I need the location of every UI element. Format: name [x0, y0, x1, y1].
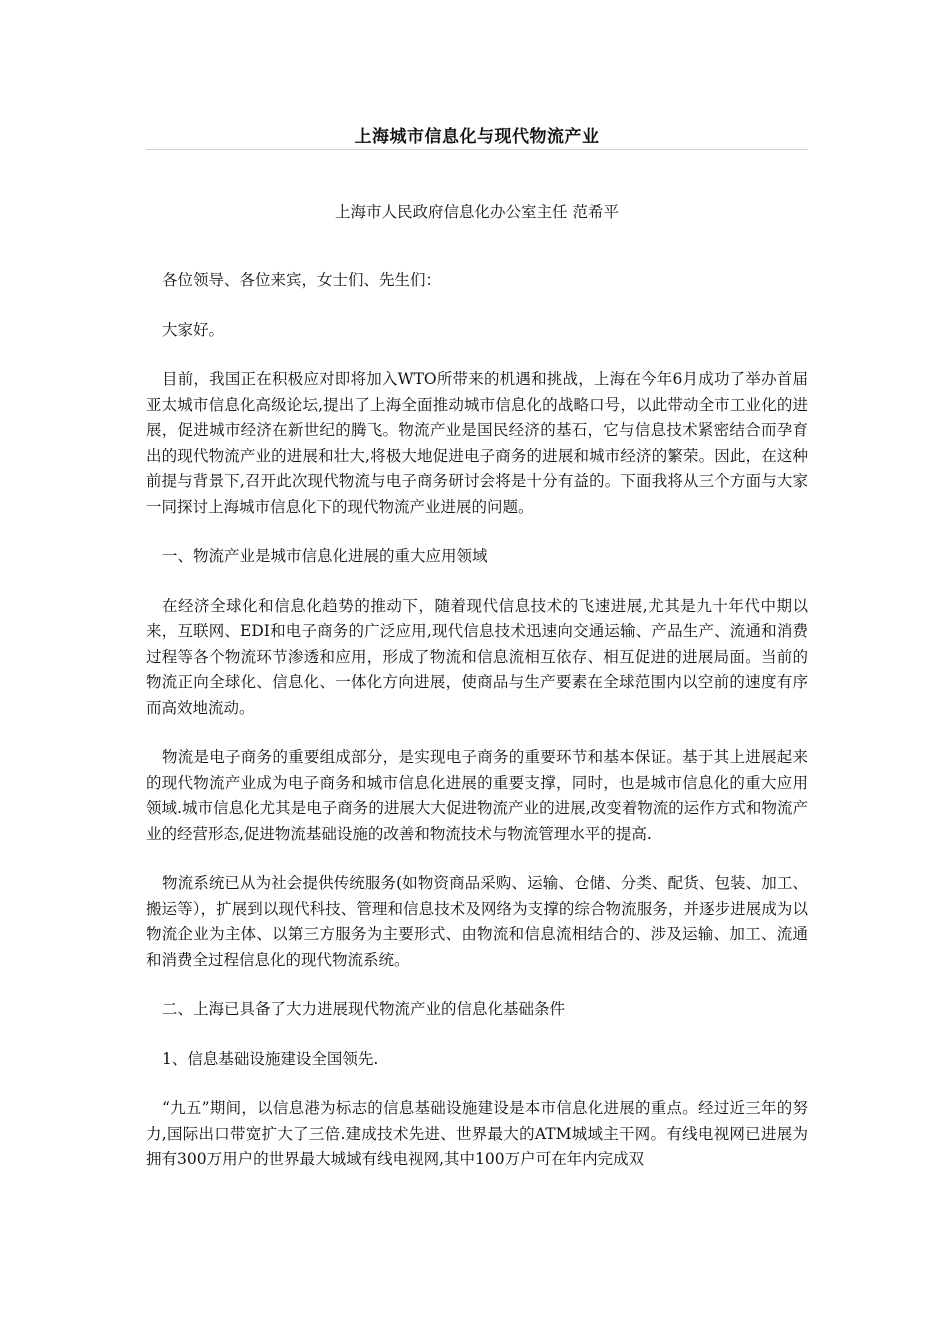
paragraph: 在经济全球化和信息化趋势的推动下，随着现代信息技术的飞速进展,尤其是九十年代中期以来，互联网、EDI和电子商务的广泛应用,现代信息技术迅速向交通运输、产品生产、流通和消费过程等各个物流环节渗透和应用，形成了物流和信息流相互依存、相互促进的进展局面。当前的物流正向全球化、信息化、一体化方向进展，使商品与生产要素在全球范围内以空前的速度有序而高效地流动。: [146, 596, 808, 717]
section-heading-1: 一、物流产业是城市信息化进展的重大应用领域: [162, 547, 488, 565]
document-title: 上海城市信息化与现代物流产业: [354, 127, 600, 147]
document-author: 上海市人民政府信息化办公室主任 范希平: [335, 203, 619, 221]
title-divider: [146, 149, 808, 150]
subsection-heading-1: 1、信息基础设施建设全国领先.: [162, 1049, 379, 1068]
paragraph: “九五”期间，以信息港为标志的信息基础设施建设是本市信息化进展的重点。经过近三年的努力,国际出口带宽扩大了三倍.建成技术先进、世界最大的ATM城域主干网。有线电视网已进展为拥有300万用户的世界最大城域有线电视网,其中100万户可在年内完成双: [146, 1099, 808, 1168]
paragraph: 物流系统已从为社会提供传统服务(如物资商品采购、运输、仓储、分类、配货、包装、加工、搬运等），扩展到以现代科技、管理和信息技术及网络为支撑的综合物流服务，并逐步进展成为以物流企业为主体、以第三方服务为主要形式、由物流和信息流相结合的、涉及运输、加工、流通和消费全过程信息化的现代物流系统。: [146, 874, 808, 969]
paragraph-intro: 目前，我国正在积极应对即将加入WTO所带来的机遇和挑战，上海在今年6月成功了举办首届亚太城市信息化高级论坛,提出了上海全面推动城市信息化的战略口号，以此带动全市工业化的进展，促进城市经济在新世纪的腾飞。物流产业是国民经济的基石，它与信息技术紧密结合而孕育出的现代物流产业的进展和壮大,将极大地促进电子商务的进展和城市经济的繁荣。因此，在这种前提与背景下,召开此次现代物流与电子商务研讨会将是十分有益的。下面我将从三个方面与大家一同探讨上海城市信息化下的现代物流产业进展的问题。: [146, 370, 808, 516]
paragraph: 物流是电子商务的重要组成部分，是实现电子商务的重要环节和基本保证。基于其上进展起来的现代物流产业成为电子商务和城市信息化进展的重要支撑，同时，也是城市信息化的重大应用领域.城市信息化尤其是电子商务的进展大大促进物流产业的进展,改变着物流的运作方式和物流产业的经营形态,促进物流基础设施的改善和物流技术与物流管理水平的提高.: [146, 748, 808, 843]
document-body: [146, 268, 808, 1197]
paragraph-greeting: 大家好。: [162, 320, 225, 339]
section-heading-2: 二、上海已具备了大力进展现代物流产业的信息化基础条件: [162, 1000, 566, 1018]
paragraph-salutation: 各位领导、各位来宾，女士们、先生们：: [162, 271, 442, 289]
